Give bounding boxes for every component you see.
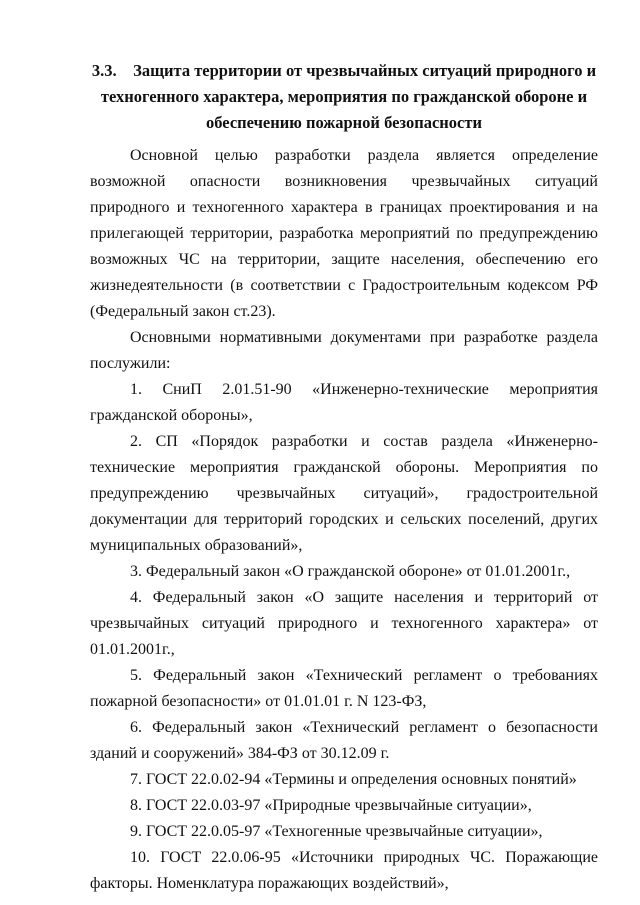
list-item-gost-natural: 8. ГОСТ 22.0.03-97 «Природные чрезвычайные ситуации»,: [130, 797, 532, 814]
section-heading-line-1: [90, 58, 598, 84]
list-item-gost-technogenic: 9. ГОСТ 22.0.05-97 «Техногенные чрезвычайные ситуации»,: [130, 823, 543, 840]
list-item-gost-sources: 10. ГОСТ 22.0.06-95 «Источники природных ЧС. Поражающие факторы. Номенклатура поражающих воздействий»,: [90, 849, 598, 892]
section-title-part-1: Защита территории от чрезвычайных ситуаций природного и: [133, 61, 597, 80]
list-item-law-population-protection: 4. Федеральный закон «О защите населения и территорий от чрезвычайных ситуаций природного и техногенного характера» от 01.01.2001г.,: [90, 589, 598, 658]
list-item-law-fire-safety: 5. Федеральный закон «Технический регламент о требованиях пожарной безопасности» от 01.01.01 г. N 123-ФЗ,: [90, 667, 598, 710]
list-item-law-civil-defense: 3. Федеральный закон «О гражданской обороне» от 01.01.2001г.,: [130, 563, 571, 580]
list-item-snip: 1. СниП 2.01.51-90 «Инженерно-технические мероприятия гражданской обороны»,: [90, 381, 598, 424]
section-title-part-3: обеспечению пожарной безопасности: [206, 113, 482, 132]
section-body: [90, 143, 598, 897]
section-number: 3.3.: [91, 61, 117, 80]
list-item-gost-terms: 7. ГОСТ 22.0.02-94 «Термины и определения основных понятий»: [130, 771, 577, 788]
list-item-sp: 2. СП «Порядок разработки и состав раздела «Инженерно-технические мероприятия гражданской обороны. Мероприятия по предупреждению чрезвычайных ситуаций», градостроительной документации для территорий городских и сельских поселений, других муниципальных образований»,: [90, 433, 598, 554]
paragraph-documents-intro: Основными нормативными документами при разработке раздела послужили:: [90, 329, 598, 372]
list-item-law-building-safety: 6. Федеральный закон «Технический регламент о безопасности зданий и сооружений» 384-ФЗ от 30.12.09 г.: [90, 719, 598, 762]
section-title-part-2: техногенного характера, мероприятия по гражданской обороне и: [100, 87, 588, 106]
paragraph-purpose: Основной целью разработки раздела является определение возможной опасности возникновения чрезвычайных ситуаций природного и техногенного характера в границах проектирования и на прилегающей территории, разработка мероприятий по предупреждению возможных ЧС на территории, защите населения, обеспечению его жизнедеятельности (в соответствии с Градостроительным кодексом РФ (Федеральный закон ст.23).: [90, 147, 598, 320]
section-heading: [90, 58, 598, 136]
